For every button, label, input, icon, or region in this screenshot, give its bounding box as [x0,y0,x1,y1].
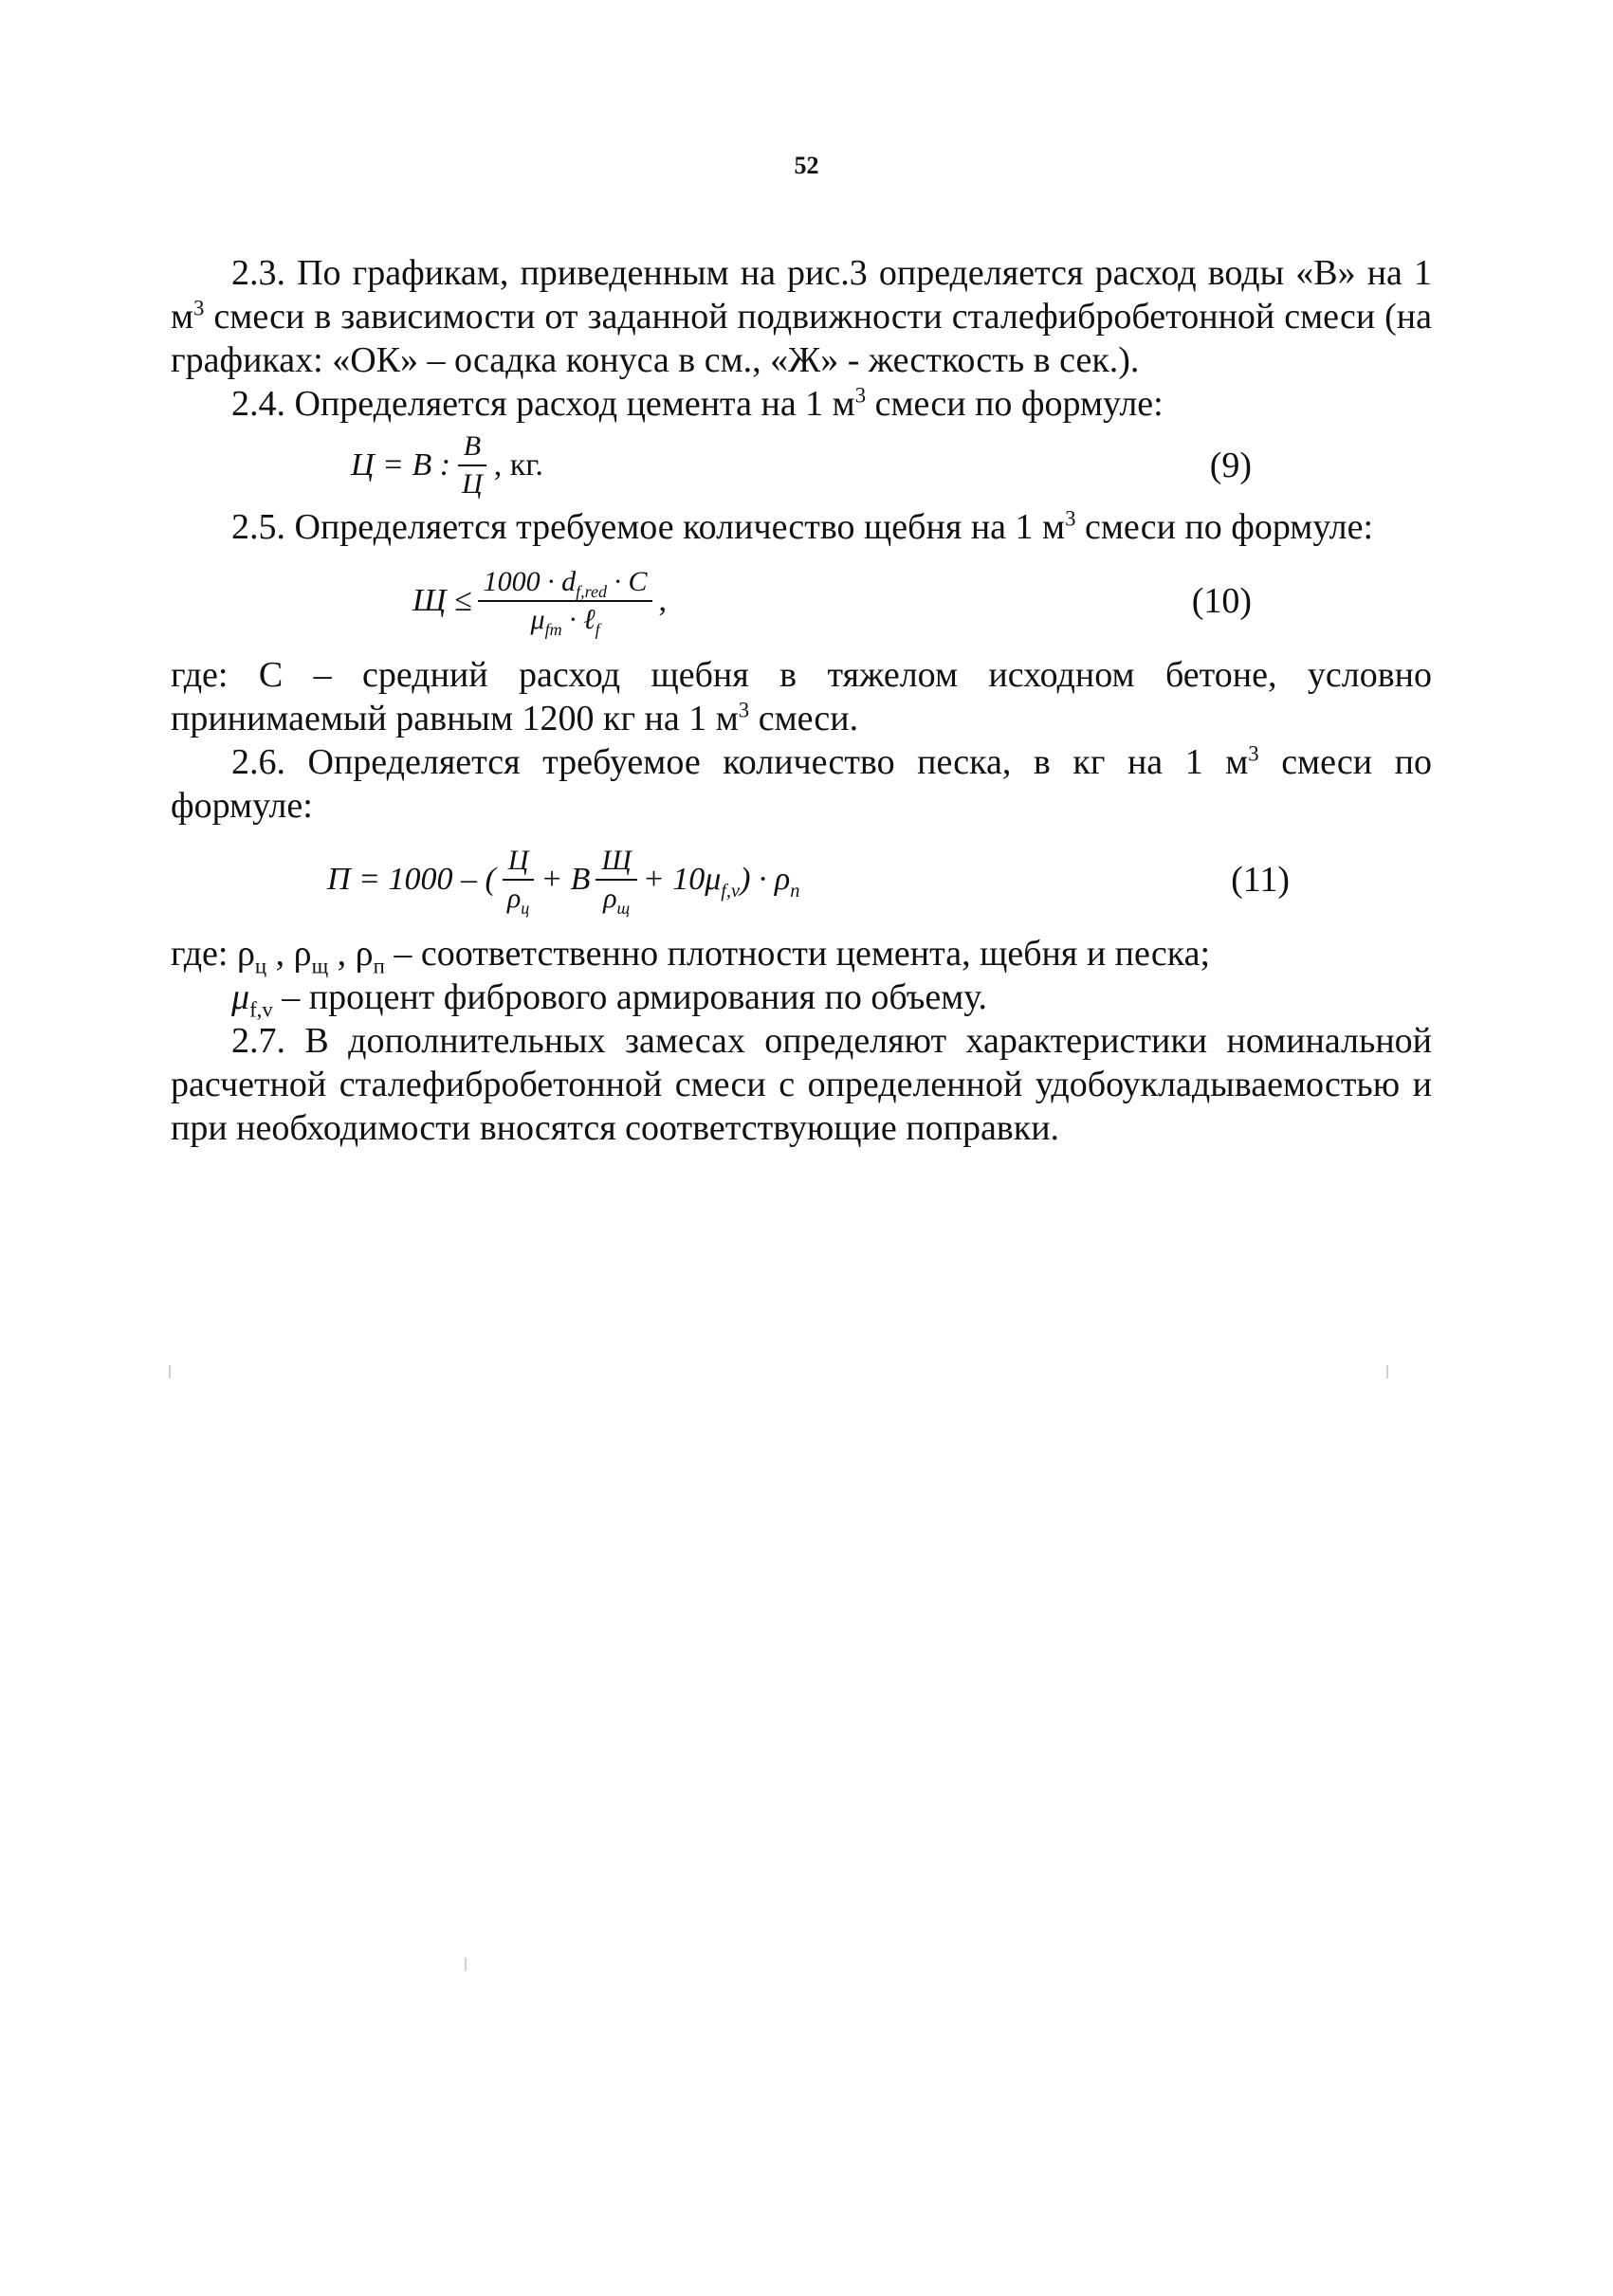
paragraph-2-5-rest: смеси по формуле: [1075,507,1374,547]
paragraph-2-7: 2.7. В дополнительных замесах определяют характеристики номинальной расчетной сталефибробетонной смеси с определенной удобоукладываемостью и при необходимости вносятся соответствующие поправки. [171,1021,1432,1148]
paragraph-2-3 [171,251,1432,382]
formula-10-numerator [478,564,653,602]
plus-mu: + 10μ [642,862,722,897]
formula-11-lhs: П = 1000 – ( [327,862,496,897]
formula-9-fraction [456,428,488,502]
paragraph-2-3-line2: на 1 м [171,253,1433,337]
paragraph-2-6 [171,740,1432,828]
where-clause-11-rest: – соответственно плотности цемента, щебня и песка; [384,934,1211,974]
formula-10-expression [412,549,667,653]
where-clause-10-text: где: С – средний расход щебня в тяжелом исходном бетоне, условно принимаемый равным 1200 кг на 1 м [171,655,1432,738]
rho: ρ [603,883,617,914]
tail-rho: ) · ρ [740,862,791,897]
document-body [171,251,1432,1150]
where-clause-10-rest: смеси. [749,699,859,738]
formula-10-num-main: 1000 · d [483,566,577,597]
formula-9 [171,426,1432,505]
formula-10-fraction [478,564,653,638]
formula-10-den-sub2: f [595,620,600,639]
paragraph-2-5-text: 2.5. Определяется требуемое количество щебня на 1 м [231,507,1066,547]
mu-definition-text: – процент фибрового армирования по объему. [272,977,987,1017]
formula-11-fraction-2 [596,843,636,917]
scan-artifact [465,1958,467,1971]
formula-10-den-mu: μ [530,604,545,635]
superscript: 3 [193,296,205,320]
formula-10-num-sub: f,red [576,582,607,601]
where-clause-10 [171,653,1432,740]
paragraph-2-3-line3: смеси (на графиках: «ОК» – осадка конуса в см., «Ж» - жесткость в сек.). [171,297,1432,380]
formula-11-frac1-numerator: Ц [503,843,535,881]
formula-11-fraction-1 [502,843,535,917]
tail-rho-sub: п [790,880,800,902]
formula-11-frac2-numerator: Щ [596,843,636,881]
sep-2: , ρ [328,934,374,974]
formula-10-denominator [525,602,606,638]
rho-sub: ц [521,899,530,918]
paragraph-2-4-rest: смеси по формуле: [866,384,1164,424]
formula-9-lhs: Ц = В : [351,447,451,483]
formula-9-expression [351,426,543,505]
paragraph-2-5 [171,505,1432,549]
paragraph-2-6-rest: смеси по формуле: [171,742,1432,826]
superscript: 3 [854,383,867,408]
formula-10-num-tail: · C [606,566,648,597]
formula-10 [171,549,1432,653]
formula-10-lhs: Щ ≤ [412,583,472,618]
formula-10-den-mid: · ℓ [561,604,596,635]
superscript: 3 [738,698,750,722]
formula-9-numerator: В [458,428,486,466]
formula-10-tail: , [658,583,667,618]
superscript: 3 [1065,506,1076,531]
mu-sub: f,v [721,880,741,902]
mu-symbol: μ [231,977,250,1017]
paragraph-2-4 [171,382,1432,426]
rho: ρ [506,883,522,914]
where-clause-11-lead: где: ρ [171,934,255,974]
formula-11-expression [327,828,799,932]
sep-1: , ρ [266,934,312,974]
scan-artifact [1386,1365,1388,1378]
formula-11-tail [740,858,799,902]
rho-sub-gravel: щ [311,954,329,978]
paragraph-2-3-line2-rest: смеси в зависимости от заданной подвижности сталефибробетонной [204,297,1275,337]
scan-artifact [169,1365,171,1378]
page-number: 52 [794,152,819,179]
formula-11-plus2 [643,858,740,902]
formula-9-denominator: Ц [462,468,483,500]
mu-definition [171,975,1432,1022]
rho-sub-sand: п [373,954,385,978]
formula-9-unit: , кг. [493,447,543,483]
equation-number-10: (10) [1191,581,1252,621]
paragraph-2-4-text: 2.4. Определяется расход цемента на 1 м [231,384,855,424]
formula-10-den-sub: fm [544,620,562,639]
paragraph-2-3-line1: 2.3. По графикам, приведенным на рис.3 определяется расход воды «В» [231,253,1356,293]
formula-11-frac2-denominator [597,881,635,917]
rho-sub: щ [616,899,631,918]
formula-11-frac1-denominator [502,881,535,917]
equation-number-11: (11) [1231,860,1290,900]
mu-sub: f,v [249,997,273,1022]
where-clause-11 [171,932,1432,978]
paragraph-2-6-text: 2.6. Определяется требуемое количество песка, в кг на 1 м [231,742,1249,782]
superscript: 3 [1248,741,1259,766]
formula-11 [171,828,1432,932]
formula-11-plus1: + В [541,862,591,897]
rho-sub-cement: ц [254,954,267,978]
equation-number-9: (9) [1209,446,1252,485]
